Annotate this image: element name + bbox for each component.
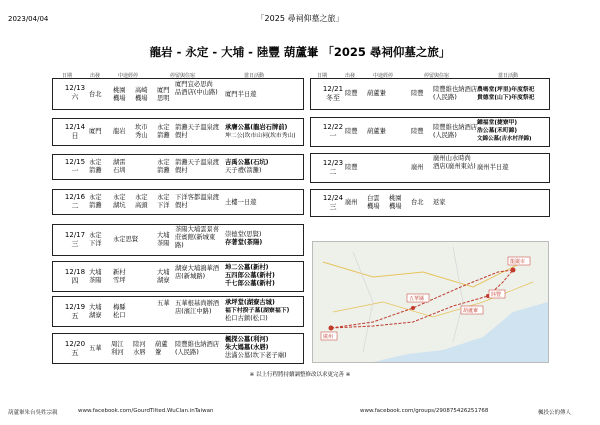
day-weekday: 一 [329, 132, 337, 140]
day-card-1217 [52, 224, 304, 256]
day-stay: 陸豐維也納酒店(人民路) [433, 86, 478, 102]
day-stop: 永定思賢 [113, 236, 139, 243]
route-map-svg [313, 242, 548, 362]
day-depart: 陸豐 [345, 128, 358, 135]
col-depart: 出發 [90, 73, 101, 79]
day-weekday: 二 [329, 168, 337, 176]
day-activity: 承坪堂(湖寮古城) [225, 299, 275, 306]
day-card-1224 [310, 189, 550, 217]
day-stop: 新村雪坪 [113, 269, 126, 285]
day-stop: 永定高頭 [135, 194, 148, 210]
footer-left: 葫蘆輋朱台吳姓宗親 [8, 410, 58, 416]
day-stay: 湖寮大埔鴻華酒店(新城路) [175, 265, 220, 281]
day-stop: 葫蘆輋 [367, 128, 386, 135]
col-activity: 當日活動 [244, 73, 265, 79]
day-card-1223 [310, 153, 550, 183]
day-stop: 桃園機場 [389, 195, 402, 211]
day-stop: 大埔湖寮 [157, 269, 170, 285]
day-stop: 周江利河 [111, 341, 124, 357]
day-activity: 朱大媽墓(水唇) [225, 344, 269, 351]
day-weekday: 五 [71, 312, 79, 320]
day-date: 12/14 [64, 123, 86, 131]
day-stay: 陸豐維也納酒店(人民路) [433, 124, 478, 140]
day-card-1215 [52, 154, 304, 180]
day-card-1216 [52, 189, 304, 215]
header-doc-title: 「2025 尋祠仰墓之旅」 [256, 14, 344, 23]
marker-guangzhou [329, 326, 334, 331]
map-label-wuhua: 五華縣 [409, 296, 425, 302]
day-activity: 天子禮(箭灘) [225, 167, 262, 174]
day-stop: 湖雷石圳 [113, 159, 126, 175]
col-date-right: 日期 [317, 73, 328, 79]
map-label-guangzhou: 廣州 [323, 334, 334, 340]
day-stop: 陸豐 [411, 128, 424, 135]
day-stay: 陸豐維也納酒店(人民路) [175, 341, 220, 357]
day-activity: 坤二公墓(新村) [225, 264, 269, 271]
day-depart: 陸豐 [345, 164, 358, 171]
day-weekday: 三 [71, 240, 79, 248]
day-stop: 高崎機場 [135, 87, 148, 103]
day-stop: 龍岩 [113, 128, 126, 135]
day-stop: 坎市秀山 [135, 124, 148, 140]
day-stop: 廈門思明 [157, 87, 170, 103]
day-stay: 茶陽大埔雲景喜莊賓館(新城東路) [175, 226, 220, 250]
map-label-hulushe: 葫蘆輋 [463, 308, 479, 314]
footer-fb-link-2[interactable]: www.facebook.com/groups/290875426251768 [360, 408, 489, 414]
day-stay: 五華根基尚辦酒店(濱江中路) [175, 300, 220, 316]
day-card-1221 [310, 78, 550, 110]
footer-fb-link-1[interactable]: www.facebook.com/GourdTilted.WuClan.inTaiwan [78, 408, 214, 414]
header-date: 2023/04/04 [8, 15, 49, 23]
day-stop: 大埔茶陽 [157, 232, 170, 248]
day-date: 12/16 [64, 193, 86, 201]
day-depart: 永定箭灘 [89, 194, 102, 210]
day-activity: 坤二公(坎市山祠(坎市秀山) [225, 133, 296, 139]
day-activity: 福下村揆子墓(湖寮福下) [225, 308, 290, 314]
day-date: 12/20 [64, 340, 86, 348]
day-weekday: 冬至 [326, 94, 340, 102]
day-stay: 箭灘天子溫泉渡假村 [175, 124, 220, 140]
day-weekday: 二 [71, 202, 79, 210]
day-activity: 存著堂(茶陽) [225, 239, 263, 246]
day-activity: 浩公墓(禾町錦) [477, 128, 518, 134]
day-weekday: 三 [329, 203, 337, 211]
day-depart: 台北 [89, 91, 102, 98]
day-activity: 貴德堂(山下)年度祭祀 [477, 95, 535, 101]
day-activity: 千七郎公墓(新村) [225, 280, 275, 287]
footer-right: 楓投公的傳人 [538, 410, 572, 416]
day-activity: 廈門半日遊 [225, 91, 257, 98]
day-card-1219 [52, 296, 304, 327]
day-weekday: 五 [71, 349, 79, 357]
day-stop: 陸豐 [411, 90, 424, 97]
day-card-1222 [310, 117, 550, 147]
day-activity: 法滿公墓(坎下老子廟) [225, 352, 287, 359]
day-date: 12/24 [322, 194, 344, 202]
day-stay: 廣州山水時尚酒店(廣州東站) [433, 155, 476, 171]
day-weekday: 六 [71, 93, 79, 101]
day-stop: 廣州 [411, 164, 424, 171]
day-date: 12/19 [64, 303, 86, 311]
map-label-longyan: 龍巖市 [510, 259, 526, 265]
day-activity: 五四郎公墓(新村) [225, 272, 275, 279]
day-depart: 五華 [89, 345, 102, 352]
day-stop: 陸河水唇 [133, 341, 146, 357]
marker-longyan [511, 268, 516, 273]
col-depart-right: 出發 [345, 73, 356, 79]
day-activity: 土樓一日遊 [225, 199, 257, 206]
day-date: 12/17 [64, 231, 86, 239]
day-stay: 箭灘天子溫泉渡假村 [175, 159, 220, 175]
day-stop: 白雲機場 [367, 195, 380, 211]
day-weekday: 一 [71, 167, 79, 175]
col-stay: 停留與住宿 [170, 73, 196, 79]
day-stop: 葫蘆輋 [155, 341, 168, 357]
page-title: 龍岩 - 永定 - 大埔 - 陸豐 葫蘆輋 「2025 尋祠仰墓之旅」 [149, 45, 451, 59]
day-stop: 梅縣松口 [113, 304, 126, 320]
day-depart: 廣州 [345, 199, 358, 206]
marker-wuhua [411, 306, 415, 310]
day-activity: 吉禹公墓(石坑) [225, 159, 269, 166]
day-stay: 返家 [433, 199, 446, 206]
day-activity: 崇德堂(思賢) [225, 231, 262, 238]
day-stop: 五華 [157, 300, 170, 307]
day-activity: 承膺公墓(龍岩石牌前) [225, 124, 288, 131]
day-date: 12/15 [64, 158, 86, 166]
day-stop: 桃園機場 [113, 87, 126, 103]
day-date: 12/21 [322, 85, 344, 93]
col-activity-right: 當日活動 [498, 73, 519, 79]
day-depart: 大埔茶陽 [89, 269, 102, 285]
col-date: 日期 [62, 73, 73, 79]
col-stops-right: 中途經停 [373, 73, 394, 79]
day-card-1220 [52, 333, 304, 364]
day-activity: 松口古鎮(松口) [225, 315, 268, 322]
day-depart: 廈門 [89, 128, 102, 135]
day-activity: 鍾福堂(捷寮甲) [477, 120, 518, 126]
day-card-1218 [52, 261, 304, 292]
day-stay: 下洋客都溫泉渡假村 [175, 194, 220, 210]
day-stay: 廈門宜必思尚品酒店(中山路) [175, 81, 218, 97]
day-depart: 永定箭灘 [89, 159, 102, 175]
col-stay-right: 停留與住宿 [424, 73, 450, 79]
route-map[interactable] [312, 241, 549, 363]
day-card-1213 [52, 78, 304, 110]
day-stop: 永定箭灘 [157, 124, 170, 140]
day-date: 12/22 [322, 123, 344, 131]
day-card-1214 [52, 118, 304, 146]
day-depart: 大埔湖寮 [89, 304, 102, 320]
day-stop: 永定箭灘 [157, 159, 170, 175]
itinerary-note: ※ 以上行程將持續調整修改以求更完善 ※ [249, 372, 351, 378]
day-activity: 文錦公墓(吉水村洋錦) [477, 136, 532, 142]
map-label-lufeng: 陸豐 [491, 292, 502, 298]
day-activity: 廣州半日遊 [477, 164, 509, 171]
day-activity: 楓探公墓(利河) [225, 336, 269, 343]
day-stop: 永定湖坑 [113, 194, 126, 210]
col-stops: 中途經停 [118, 73, 139, 79]
day-depart: 永定下洋 [89, 232, 102, 248]
day-depart: 陸豐 [345, 90, 358, 97]
day-activity: 農嗎堂(坪里)年度祭祀 [477, 87, 535, 93]
day-date: 12/23 [322, 159, 344, 167]
day-stop: 永定下洋 [157, 194, 170, 210]
day-stop: 台北 [411, 199, 424, 206]
day-date: 12/13 [64, 84, 86, 92]
day-weekday: 日 [71, 132, 79, 140]
day-date: 12/18 [64, 268, 86, 276]
day-stop: 葫蘆輋 [367, 90, 386, 97]
day-weekday: 四 [71, 277, 79, 285]
